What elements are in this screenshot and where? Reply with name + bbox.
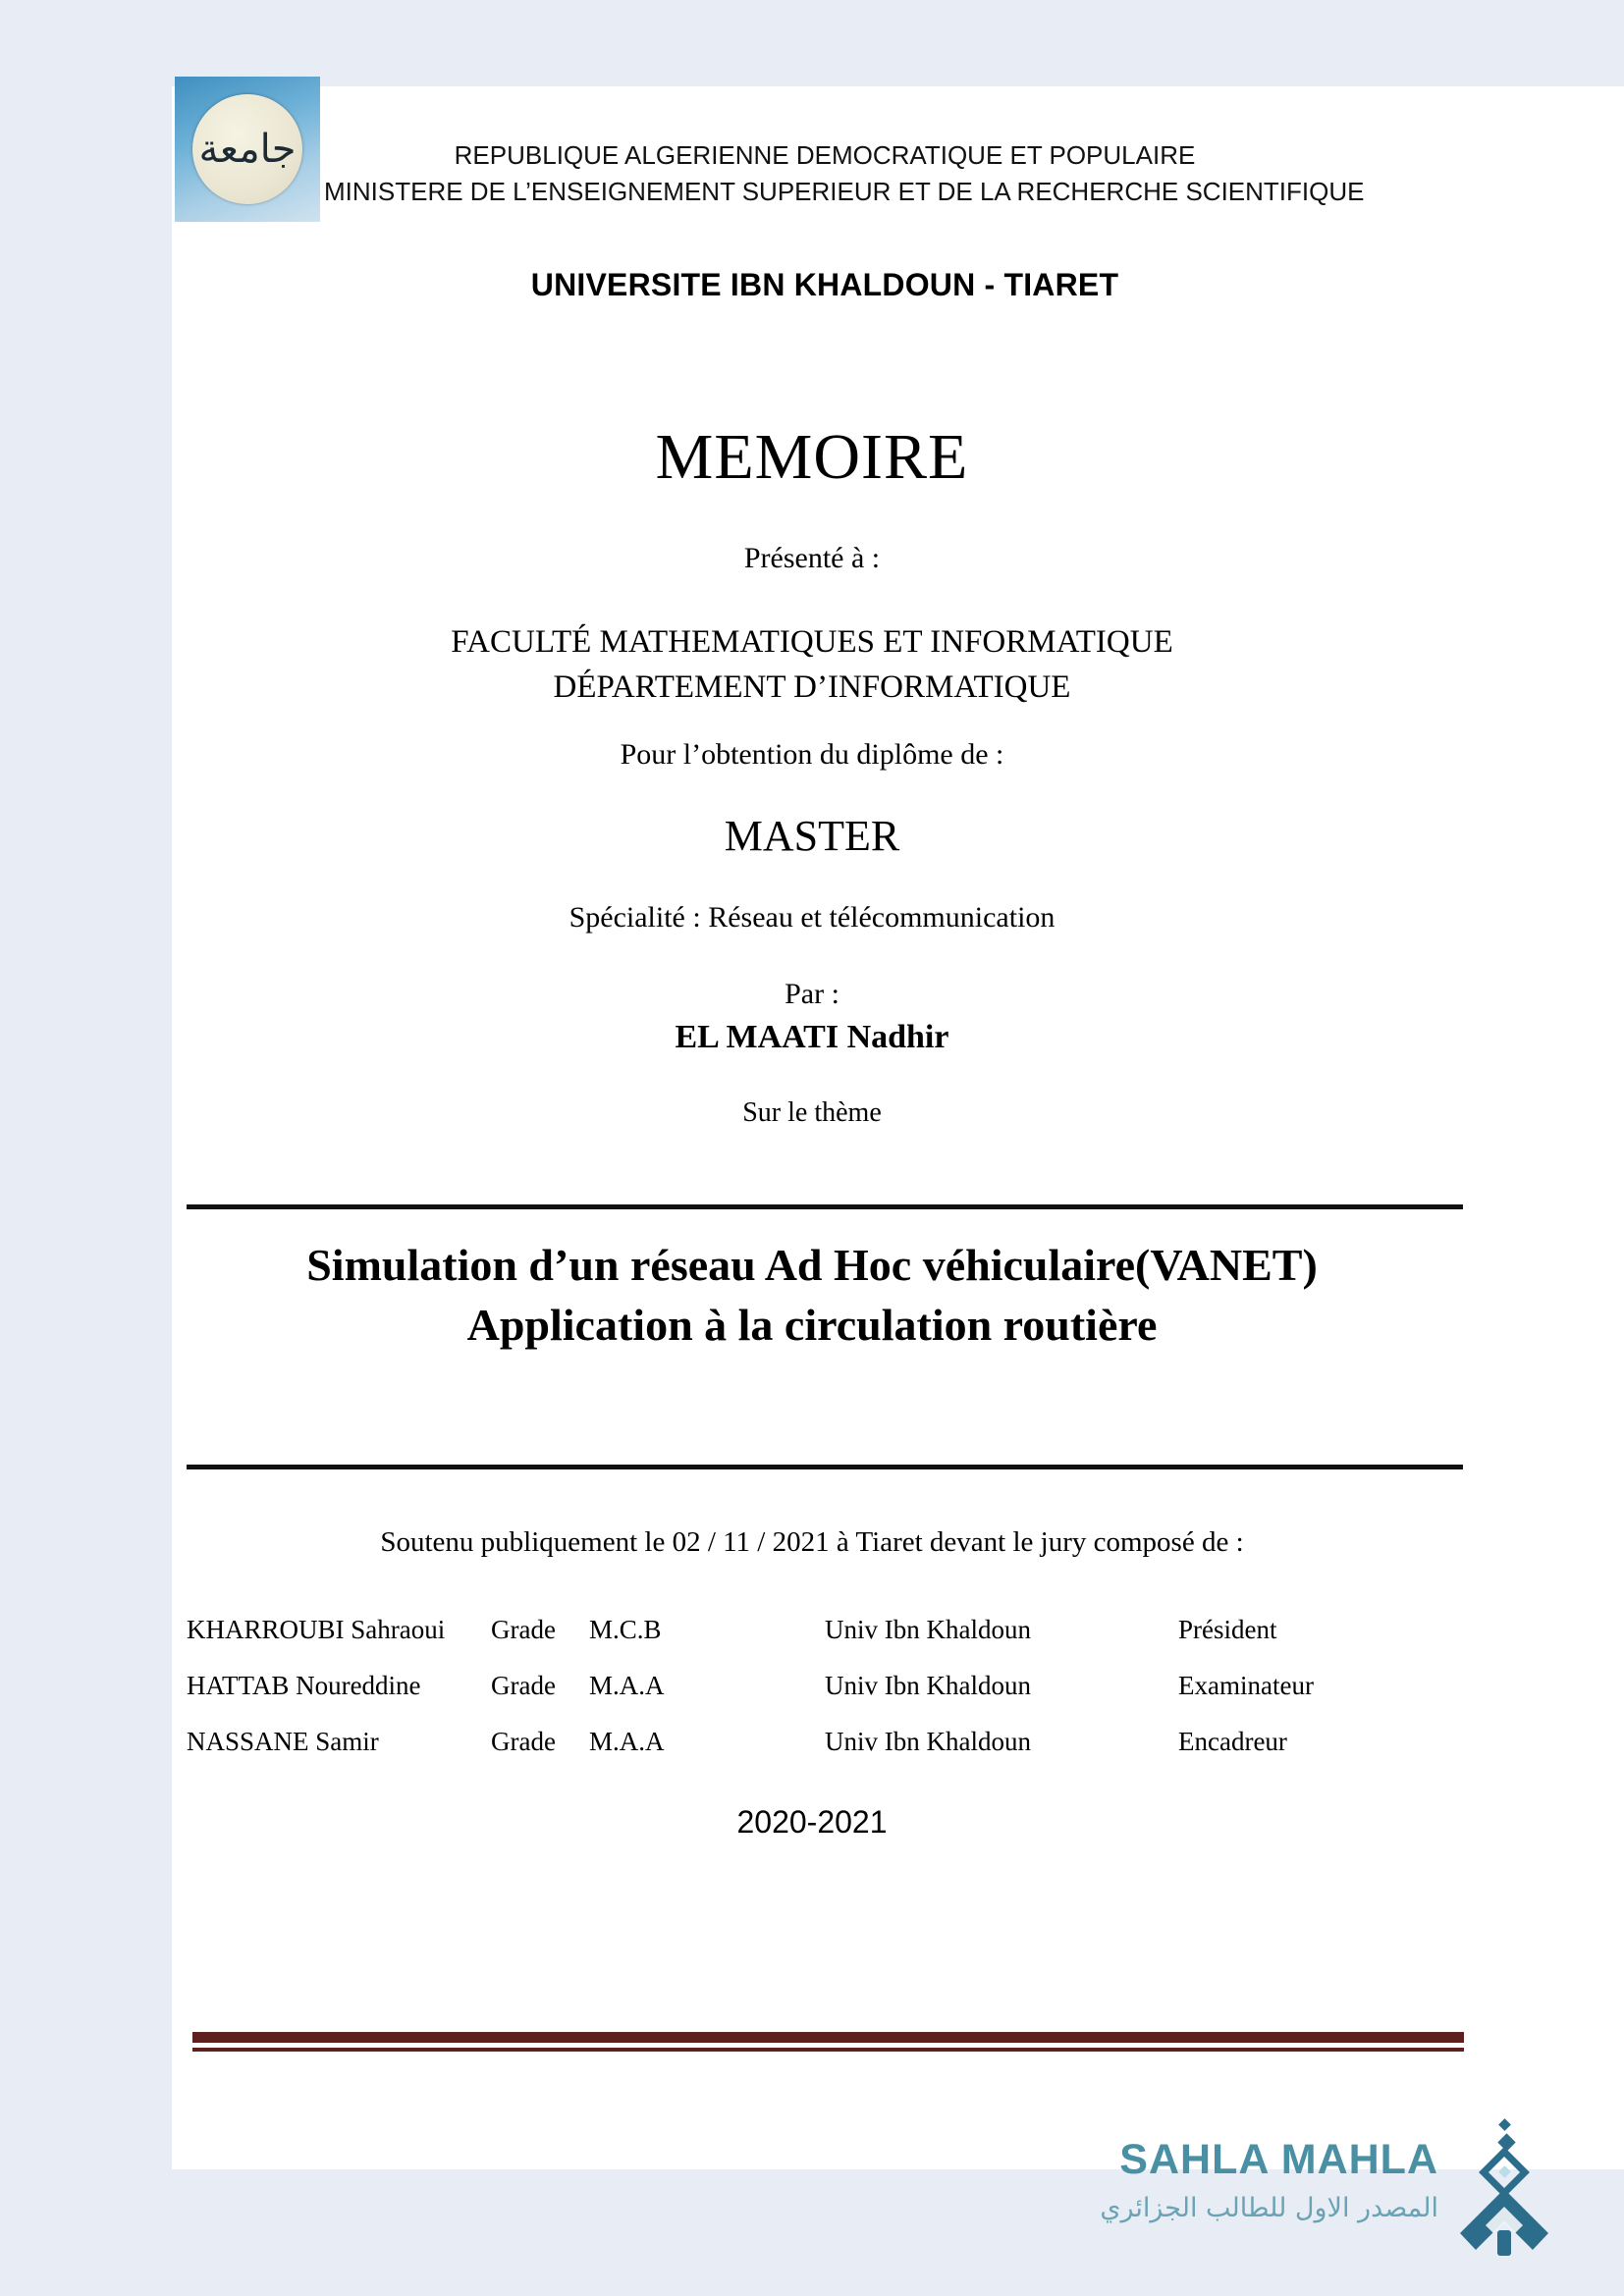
defense-statement: Soutenu publiquement le 02 / 11 / 2021 à Tiaret devant le jury composé de : xyxy=(380,1526,1244,1558)
watermark-brand: SAHLA MAHLA xyxy=(1119,2136,1438,2183)
memoire-heading: MEMOIRE xyxy=(655,421,969,493)
title-rule-top xyxy=(187,1204,1463,1209)
header-line-republic: REPUBLIQUE ALGERIENNE DEMOCRATIQUE ET POPULAIRE xyxy=(454,140,1196,170)
jury-name: NASSANE Samir xyxy=(187,1727,379,1756)
jury-affiliation: Univ Ibn Khaldoun xyxy=(825,1615,1031,1644)
jury-grade-label: Grade xyxy=(491,1615,556,1644)
table-row xyxy=(187,1658,1492,1714)
jury-rank: M.A.A xyxy=(589,1671,665,1700)
watermark-tagline: المصدر الاول للطالب الجزائري xyxy=(1100,2193,1438,2223)
jury-table xyxy=(187,1602,1492,1770)
seal-arabic-calligraphy: جامعة xyxy=(198,127,297,172)
thesis-title-line-2: Application à la circulation routière xyxy=(466,1300,1158,1351)
jury-rank: M.C.B xyxy=(589,1615,662,1644)
presented-to-label: Présenté à : xyxy=(743,542,881,574)
thesis-title-line-1: Simulation d’un réseau Ad Hoc véhiculaire(VANET) xyxy=(306,1240,1318,1290)
header-line-ministry: MINISTERE DE L’ENSEIGNEMENT SUPERIEUR ET DE LA RECHERCHE SCIENTIFIQUE xyxy=(324,176,1365,206)
jury-name: KHARROUBI Sahraoui xyxy=(187,1615,446,1644)
jury-affiliation: Univ Ibn Khaldoun xyxy=(825,1727,1031,1756)
theme-label: Sur le thème xyxy=(742,1097,882,1128)
thesis-title xyxy=(0,1235,1624,1355)
faculty-name: FACULTÉ MATHEMATIQUES ET INFORMATIQUE xyxy=(451,624,1173,660)
author-name: EL MAATI Nadhir xyxy=(675,1019,949,1055)
jury-grade-label: Grade xyxy=(491,1671,556,1700)
by-label: Par : xyxy=(785,978,839,1010)
footer-rule-thick xyxy=(192,2032,1464,2043)
jury-role: Examinateur xyxy=(1178,1671,1314,1700)
republic-header xyxy=(324,137,1365,210)
degree-label: Pour l’obtention du diplôme de : xyxy=(620,738,1004,771)
academic-year: 2020-2021 xyxy=(736,1804,888,1840)
title-rule-bottom xyxy=(187,1465,1463,1469)
sheet-top-margin xyxy=(172,0,1624,86)
jury-grade-label: Grade xyxy=(491,1727,556,1756)
degree-name: MASTER xyxy=(724,812,900,860)
faculty-block xyxy=(0,620,1624,710)
university-name: UNIVERSITE IBN KHALDOUN - TIARET xyxy=(530,267,1119,302)
sahla-mahla-ornament-icon xyxy=(1446,2116,1562,2264)
university-seal-icon xyxy=(175,77,320,222)
table-row xyxy=(187,1714,1492,1770)
footer-rule-thin xyxy=(192,2048,1464,2052)
jury-name: HATTAB Noureddine xyxy=(187,1671,421,1700)
table-row xyxy=(187,1602,1492,1658)
speciality-line: Spécialité : Réseau et télécommunication xyxy=(568,901,1056,934)
jury-affiliation: Univ Ibn Khaldoun xyxy=(825,1671,1031,1700)
department-name: DÉPARTEMENT D’INFORMATIQUE xyxy=(553,668,1071,705)
jury-role: Président xyxy=(1178,1615,1277,1644)
jury-rank: M.A.A xyxy=(589,1727,665,1756)
jury-role: Encadreur xyxy=(1178,1727,1287,1756)
watermark-logo xyxy=(1056,2128,1566,2266)
footer-double-rule xyxy=(192,2032,1464,2052)
